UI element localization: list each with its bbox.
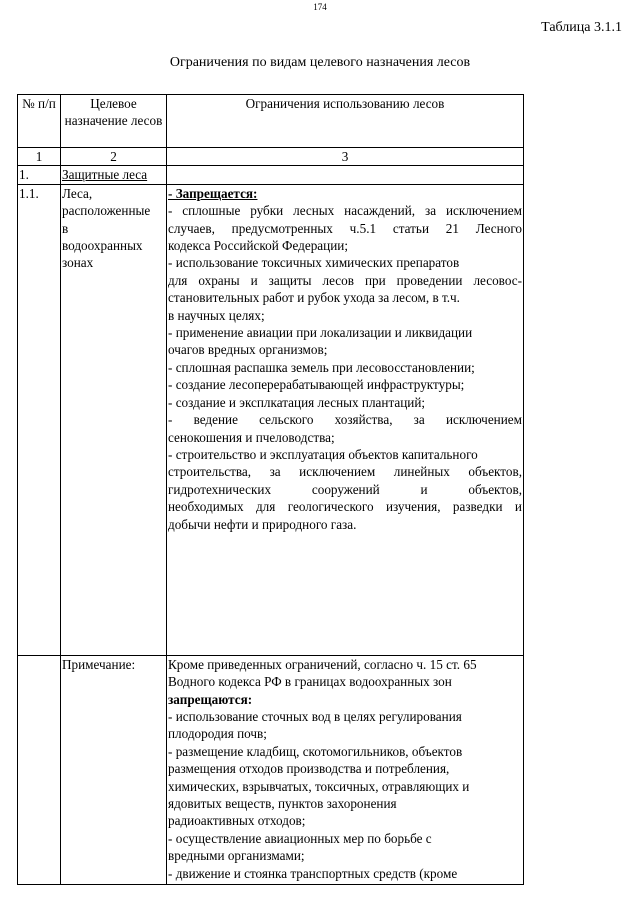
row-number: 1.1. (18, 184, 61, 655)
note-line: химических, взрывчатых, токсичных, отравляющих и (168, 778, 470, 794)
note-line: Кроме приведенных ограничений, согласно ч. 15 ст. 65 (168, 656, 477, 672)
table-header-row (18, 95, 524, 148)
note-line: Водного кодекса РФ в границах водоохранных зон (168, 674, 452, 690)
purpose-line: Леса, (62, 185, 93, 201)
column-number-1: 1 (18, 148, 61, 166)
note-label: Примечание: (61, 655, 167, 884)
restrictions-table (17, 94, 524, 885)
note-line: радиоактивных отходов; (168, 813, 306, 829)
purpose-line: расположенные (62, 203, 151, 219)
page-number: 174 (313, 2, 327, 12)
purpose-line: водоохранных (62, 238, 143, 254)
note-line: - размещение кладбищ, скотомогильников, объектов (168, 743, 463, 759)
note-line: плодородия почв; (168, 726, 267, 742)
note-line: ядовитых веществ, пунктов захоронения (168, 796, 397, 812)
header-restrictions: Ограничения использованию лесов (167, 95, 524, 148)
note-line: - использование сточных вод в целях регулирования (168, 709, 462, 725)
note-row (18, 655, 524, 884)
restriction-line: - создание и эксплкатация лесных плантаций; (168, 394, 426, 410)
note-text (167, 655, 524, 884)
document-title: Ограничения по видам целевого назначения лесов (169, 55, 471, 70)
column-number-2: 2 (61, 148, 167, 166)
restriction-line: - сплошная распашка земель при лесовосстановлении; (168, 359, 475, 375)
restriction-line: для охраны и защиты лесов при проведении лесовос- (168, 272, 522, 288)
restriction-line: становительных работ и рубок ухода за лесом, в т.ч. (168, 290, 460, 306)
prohibited-heading: - Запрещается: (168, 185, 258, 201)
header-purpose: Целевое назначение лесов (61, 95, 167, 148)
restriction-line: - применение авиации при локализации и ликвидации (168, 325, 473, 341)
row-restrictions (167, 184, 524, 655)
restriction-line: гидротехнических сооружений и объектов, (168, 481, 522, 497)
table-label: Таблица 3.1.1 (541, 20, 622, 35)
row-purpose (61, 184, 167, 655)
restriction-line: очагов вредных организмов; (168, 342, 328, 358)
header-number: № п/п (18, 95, 61, 148)
restriction-line: добычи нефти и природного газа. (168, 516, 357, 532)
section-name: Защитные леса (61, 166, 167, 184)
note-line: - осуществление авиационных мер по борьбе с (168, 830, 432, 846)
restriction-line: сенокошения и пчеловодства; (168, 429, 335, 445)
restriction-line: в научных целях; (168, 307, 265, 323)
restriction-line: - строительство и эксплуатация объектов капитального (168, 446, 478, 462)
note-empty-cell (18, 655, 61, 884)
restriction-line: - сплошные рубки лесных насаждений, за исключением (168, 203, 522, 219)
section-row (18, 166, 524, 184)
note-bold-line: запрещаются: (168, 691, 253, 707)
restriction-line: необходимых для геологического изучения, разведки и (168, 499, 522, 515)
note-line: вредными организмами; (168, 848, 305, 864)
section-empty-cell (167, 166, 524, 184)
column-number-3: 3 (167, 148, 524, 166)
section-number: 1. (18, 166, 61, 184)
restriction-line: случаев, предусмотренных ч.5.1 статьи 21 Лесного (168, 220, 522, 236)
restriction-line: кодекса Российской Федерации; (168, 238, 348, 254)
restriction-line: строительства, за исключением линейных объектов, (168, 464, 522, 480)
note-line: - движение и стоянка транспортных средств (кроме (168, 865, 458, 881)
purpose-line: в (62, 220, 69, 236)
restriction-line: - использование токсичных химических препаратов (168, 255, 460, 271)
column-numbering-row (18, 148, 524, 166)
table-row (18, 184, 524, 655)
restriction-line: - ведение сельского хозяйства, за исключением (168, 412, 522, 428)
note-line: размещения отходов производства и потребления, (168, 761, 450, 777)
restriction-line: - создание лесоперерабатывающей инфраструктуры; (168, 377, 465, 393)
purpose-line: зонах (62, 255, 94, 271)
